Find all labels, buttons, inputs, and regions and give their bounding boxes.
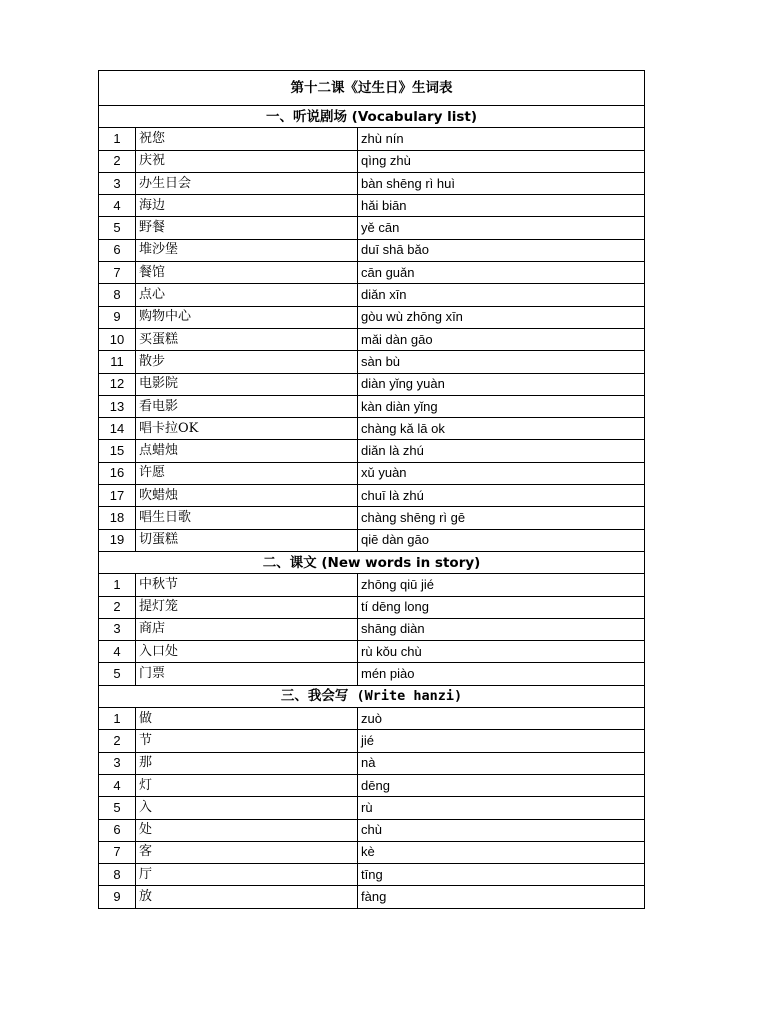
row-number: 6 — [99, 239, 136, 261]
pinyin-cell: chuī là zhú — [358, 485, 645, 507]
row-number: 6 — [99, 819, 136, 841]
title-row — [99, 71, 645, 106]
pinyin-cell: chàng shēng rì gē — [358, 507, 645, 529]
pinyin-cell: qiē dàn gāo — [358, 529, 645, 551]
row-number: 2 — [99, 596, 136, 618]
table-row — [99, 195, 645, 217]
hanzi-cell: 散步 — [136, 351, 358, 373]
row-number: 8 — [99, 864, 136, 886]
pinyin-cell: dēng — [358, 774, 645, 796]
hanzi-cell: 放 — [136, 886, 358, 908]
pinyin-cell: qìng zhù — [358, 150, 645, 172]
pinyin-cell: sàn bù — [358, 351, 645, 373]
table-row — [99, 462, 645, 484]
hanzi-cell: 切蛋糕 — [136, 529, 358, 551]
row-number: 5 — [99, 217, 136, 239]
hanzi-cell: 电影院 — [136, 373, 358, 395]
row-number: 13 — [99, 395, 136, 417]
table-row — [99, 172, 645, 194]
pinyin-cell: fàng — [358, 886, 645, 908]
row-number: 3 — [99, 752, 136, 774]
row-number: 16 — [99, 462, 136, 484]
table-row — [99, 128, 645, 150]
row-number: 4 — [99, 641, 136, 663]
row-number: 5 — [99, 663, 136, 685]
table-row — [99, 886, 645, 908]
table-row — [99, 864, 645, 886]
table-row — [99, 797, 645, 819]
table-row — [99, 618, 645, 640]
section-header-row — [99, 551, 645, 573]
hanzi-cell: 入 — [136, 797, 358, 819]
pinyin-cell: mén piào — [358, 663, 645, 685]
hanzi-cell: 门票 — [136, 663, 358, 685]
hanzi-cell: 商店 — [136, 618, 358, 640]
row-number: 4 — [99, 774, 136, 796]
hanzi-cell: 点蜡烛 — [136, 440, 358, 462]
pinyin-cell: xǔ yuàn — [358, 462, 645, 484]
hanzi-cell: 海边 — [136, 195, 358, 217]
table-row — [99, 641, 645, 663]
pinyin-cell: jié — [358, 730, 645, 752]
hanzi-cell: 堆沙堡 — [136, 239, 358, 261]
row-number: 1 — [99, 708, 136, 730]
table-row — [99, 395, 645, 417]
hanzi-cell: 祝您 — [136, 128, 358, 150]
section-heading: 三、我会写 (Write hanzi) — [99, 685, 645, 707]
hanzi-cell: 点心 — [136, 284, 358, 306]
row-number: 1 — [99, 128, 136, 150]
pinyin-cell: zhù nín — [358, 128, 645, 150]
row-number: 5 — [99, 797, 136, 819]
hanzi-cell: 节 — [136, 730, 358, 752]
hanzi-cell: 入口处 — [136, 641, 358, 663]
row-number: 10 — [99, 328, 136, 350]
hanzi-cell: 处 — [136, 819, 358, 841]
row-number: 9 — [99, 886, 136, 908]
pinyin-cell: rù kǒu chù — [358, 641, 645, 663]
table-row — [99, 262, 645, 284]
section-heading: 一、听说剧场 (Vocabulary list) — [99, 106, 645, 128]
pinyin-cell: gòu wù zhōng xīn — [358, 306, 645, 328]
table-row — [99, 306, 645, 328]
hanzi-cell: 办生日会 — [136, 172, 358, 194]
hanzi-cell: 那 — [136, 752, 358, 774]
pinyin-cell: zuò — [358, 708, 645, 730]
row-number: 9 — [99, 306, 136, 328]
hanzi-cell: 庆祝 — [136, 150, 358, 172]
section-header-row — [99, 685, 645, 707]
table-row — [99, 328, 645, 350]
row-number: 11 — [99, 351, 136, 373]
hanzi-cell: 灯 — [136, 774, 358, 796]
hanzi-cell: 许愿 — [136, 462, 358, 484]
row-number: 2 — [99, 730, 136, 752]
pinyin-cell: nà — [358, 752, 645, 774]
pinyin-cell: diǎn là zhú — [358, 440, 645, 462]
pinyin-cell: bàn shēng rì huì — [358, 172, 645, 194]
table-row — [99, 663, 645, 685]
row-number: 2 — [99, 150, 136, 172]
row-number: 19 — [99, 529, 136, 551]
row-number: 7 — [99, 841, 136, 863]
row-number: 1 — [99, 574, 136, 596]
pinyin-cell: chàng kǎ lā ok — [358, 418, 645, 440]
hanzi-cell: 买蛋糕 — [136, 328, 358, 350]
pinyin-cell: tí dēng long — [358, 596, 645, 618]
row-number: 3 — [99, 618, 136, 640]
hanzi-cell: 野餐 — [136, 217, 358, 239]
row-number: 18 — [99, 507, 136, 529]
table-row — [99, 574, 645, 596]
table-row — [99, 774, 645, 796]
table-row — [99, 418, 645, 440]
table-row — [99, 841, 645, 863]
vocabulary-table-body — [99, 71, 645, 909]
pinyin-cell: tīng — [358, 864, 645, 886]
pinyin-cell: chù — [358, 819, 645, 841]
table-row — [99, 351, 645, 373]
table-row — [99, 217, 645, 239]
row-number: 3 — [99, 172, 136, 194]
table-row — [99, 485, 645, 507]
vocabulary-table — [98, 70, 645, 909]
row-number: 7 — [99, 262, 136, 284]
hanzi-cell: 购物中心 — [136, 306, 358, 328]
table-row — [99, 507, 645, 529]
section-heading: 二、课文 (New words in story) — [99, 551, 645, 573]
hanzi-cell: 做 — [136, 708, 358, 730]
section-header-row — [99, 106, 645, 128]
hanzi-cell: 餐馆 — [136, 262, 358, 284]
page-title: 第十二课《过生日》生词表 — [99, 71, 645, 106]
pinyin-cell: cān guǎn — [358, 262, 645, 284]
table-row — [99, 819, 645, 841]
hanzi-cell: 客 — [136, 841, 358, 863]
table-row — [99, 373, 645, 395]
pinyin-cell: kàn diàn yǐng — [358, 395, 645, 417]
table-row — [99, 708, 645, 730]
table-row — [99, 440, 645, 462]
pinyin-cell: kè — [358, 841, 645, 863]
row-number: 4 — [99, 195, 136, 217]
row-number: 14 — [99, 418, 136, 440]
hanzi-cell: 厅 — [136, 864, 358, 886]
pinyin-cell: rù — [358, 797, 645, 819]
row-number: 12 — [99, 373, 136, 395]
pinyin-cell: diǎn xīn — [358, 284, 645, 306]
pinyin-cell: duī shā bǎo — [358, 239, 645, 261]
pinyin-cell: shāng diàn — [358, 618, 645, 640]
table-row — [99, 150, 645, 172]
pinyin-cell: diàn yǐng yuàn — [358, 373, 645, 395]
hanzi-cell: 唱生日歌 — [136, 507, 358, 529]
table-row — [99, 284, 645, 306]
hanzi-cell: 吹蜡烛 — [136, 485, 358, 507]
row-number: 8 — [99, 284, 136, 306]
table-row — [99, 596, 645, 618]
hanzi-cell: 提灯笼 — [136, 596, 358, 618]
pinyin-cell: hǎi biān — [358, 195, 645, 217]
pinyin-cell: mǎi dàn gāo — [358, 328, 645, 350]
hanzi-cell: 看电影 — [136, 395, 358, 417]
row-number: 15 — [99, 440, 136, 462]
pinyin-cell: zhōng qiū jié — [358, 574, 645, 596]
table-row — [99, 529, 645, 551]
table-row — [99, 239, 645, 261]
pinyin-cell: yě cān — [358, 217, 645, 239]
hanzi-cell: 唱卡拉OK — [136, 418, 358, 440]
hanzi-cell: 中秋节 — [136, 574, 358, 596]
row-number: 17 — [99, 485, 136, 507]
table-row — [99, 730, 645, 752]
table-row — [99, 752, 645, 774]
